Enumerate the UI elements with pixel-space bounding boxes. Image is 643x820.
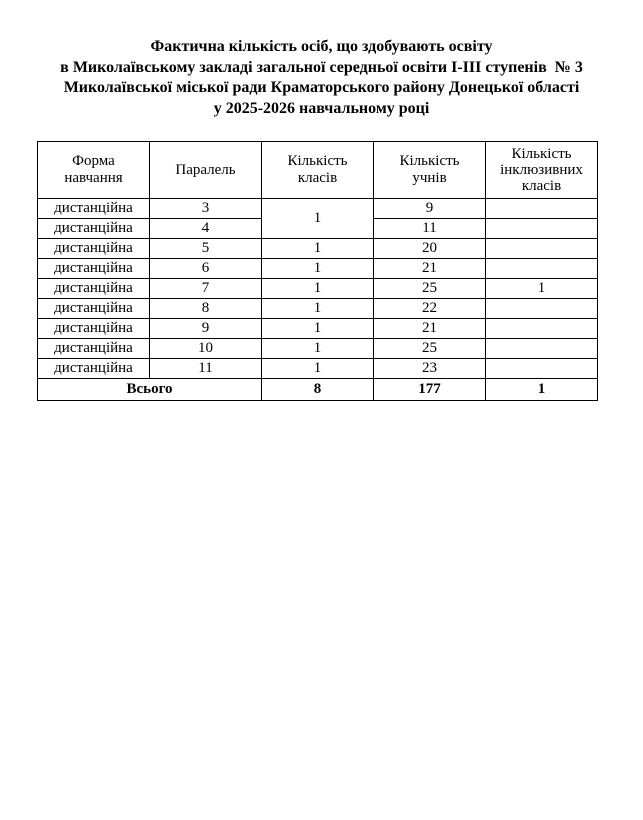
cell-inclusive [486,299,598,319]
cell-inclusive [486,359,598,379]
header-students: Кількість учнів [374,142,486,199]
table-total-row [38,379,598,401]
cell-students: 22 [374,299,486,319]
cell-grade: 8 [150,299,262,319]
table-row [38,319,598,339]
cell-students: 25 [374,279,486,299]
cell-form: дистанційна [38,279,150,299]
title-line-4: у 2025-2026 навчальному році [213,99,430,117]
cell-form: дистанційна [38,359,150,379]
cell-classes-merged: 1 [262,199,374,239]
total-inclusive: 1 [486,379,598,401]
table-row [38,199,598,219]
cell-students: 25 [374,339,486,359]
cell-grade: 11 [150,359,262,379]
title-line-3: Миколаївської міської ради Краматорського району Донецької області [63,79,580,96]
cell-grade: 3 [150,199,262,219]
title-line-2: в Миколаївському закладі загальної середньої освіти І-ІІІ ступенів № 3 [60,58,583,76]
cell-classes: 1 [262,299,374,319]
cell-inclusive [486,199,598,219]
table-row [38,359,598,379]
cell-classes: 1 [262,279,374,299]
cell-inclusive [486,219,598,239]
total-students: 177 [374,379,486,401]
cell-grade: 6 [150,259,262,279]
cell-classes: 1 [262,339,374,359]
table-header-row [38,142,598,199]
table-row [38,339,598,359]
total-label: Всього [38,379,262,401]
cell-form: дистанційна [38,319,150,339]
table-row [38,259,598,279]
cell-students: 23 [374,359,486,379]
cell-students: 9 [374,199,486,219]
table-row [38,279,598,299]
header-form: Форма навчання [38,142,150,199]
cell-classes: 1 [262,319,374,339]
cell-inclusive [486,339,598,359]
cell-classes: 1 [262,359,374,379]
cell-classes: 1 [262,239,374,259]
cell-students: 21 [374,259,486,279]
cell-students: 20 [374,239,486,259]
cell-form: дистанційна [38,239,150,259]
header-classes: Кількість класів [262,142,374,199]
cell-form: дистанційна [38,219,150,239]
cell-grade: 5 [150,239,262,259]
title-line-1: Фактична кількість осіб, що здобувають освіту [150,38,493,55]
cell-grade: 10 [150,339,262,359]
cell-form: дистанційна [38,199,150,219]
cell-inclusive: 1 [486,279,598,299]
cell-grade: 9 [150,319,262,339]
cell-grade: 4 [150,219,262,239]
table-row [38,299,598,319]
cell-inclusive [486,239,598,259]
table-row [38,239,598,259]
cell-classes: 1 [262,259,374,279]
header-inclusive: Кількість інклюзивних класів [486,142,598,199]
students-table [37,141,598,401]
document-title [0,37,643,119]
cell-students: 21 [374,319,486,339]
cell-inclusive [486,319,598,339]
cell-form: дистанційна [38,299,150,319]
cell-grade: 7 [150,279,262,299]
total-classes: 8 [262,379,374,401]
cell-form: дистанційна [38,339,150,359]
cell-students: 11 [374,219,486,239]
cell-form: дистанційна [38,259,150,279]
header-grade: Паралель [150,142,262,199]
cell-inclusive [486,259,598,279]
